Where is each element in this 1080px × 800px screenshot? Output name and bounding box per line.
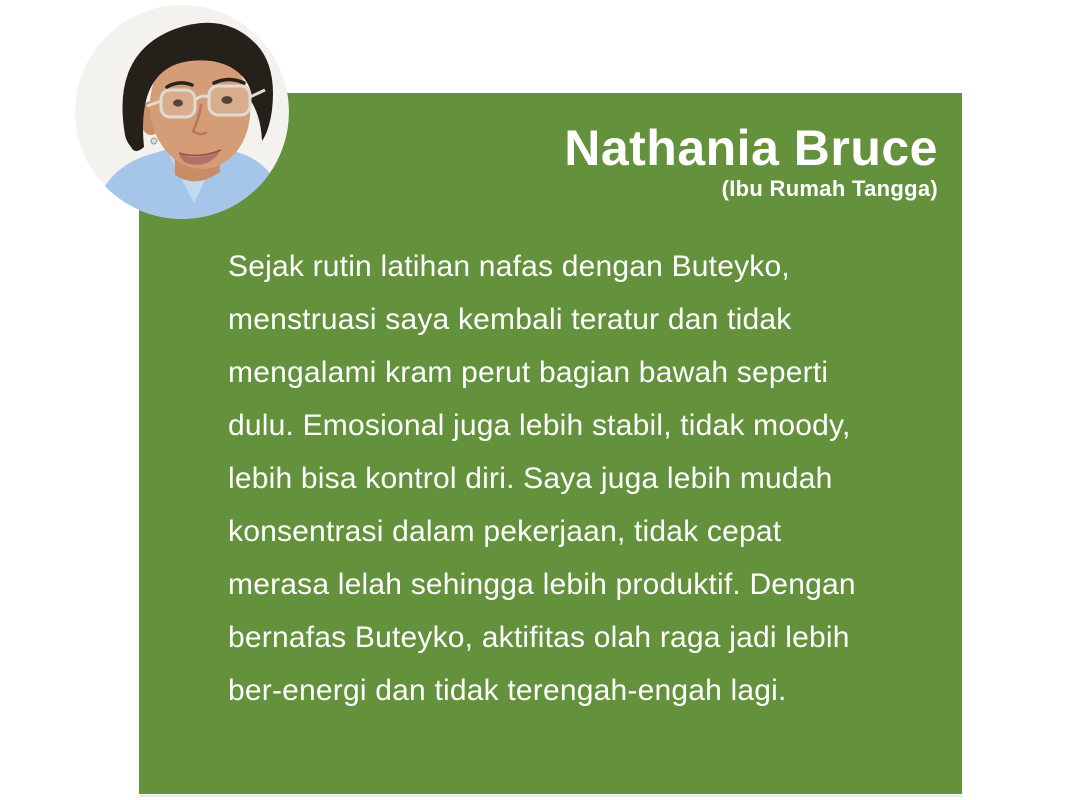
testimonial-line: bernafas Buteyko, aktifitas olah raga jadi lebih [228, 621, 850, 654]
testimonial-line: dulu. Emosional juga lebih stabil, tidak moody, [228, 409, 851, 442]
earring [151, 138, 157, 144]
testimonial-line: lebih bisa kontrol diri. Saya juga lebih mudah [228, 462, 833, 495]
person-name: Nathania Bruce [564, 120, 938, 176]
avatar [75, 5, 289, 219]
testimonial-line: mengalami kram perut bagian bawah seperti [228, 356, 829, 389]
bottom-divider [139, 795, 962, 797]
testimonial-card [139, 93, 962, 794]
portrait-photo-icon [75, 5, 289, 219]
testimonial-line: Sejak rutin latihan nafas dengan Buteyko, [228, 250, 790, 283]
card-header [564, 121, 938, 202]
testimonial-line: konsentrasi dalam pekerjaan, tidak cepat [228, 515, 782, 548]
testimonial-line: merasa lelah sehingga lebih produktif. Dengan [228, 568, 856, 601]
testimonial-line: ber-energi dan tidak terengah-engah lagi. [228, 674, 787, 707]
testimonial-text [228, 240, 856, 717]
testimonial-line: menstruasi saya kembali teratur dan tidak [228, 303, 792, 336]
person-role: (Ibu Rumah Tangga) [721, 176, 938, 201]
